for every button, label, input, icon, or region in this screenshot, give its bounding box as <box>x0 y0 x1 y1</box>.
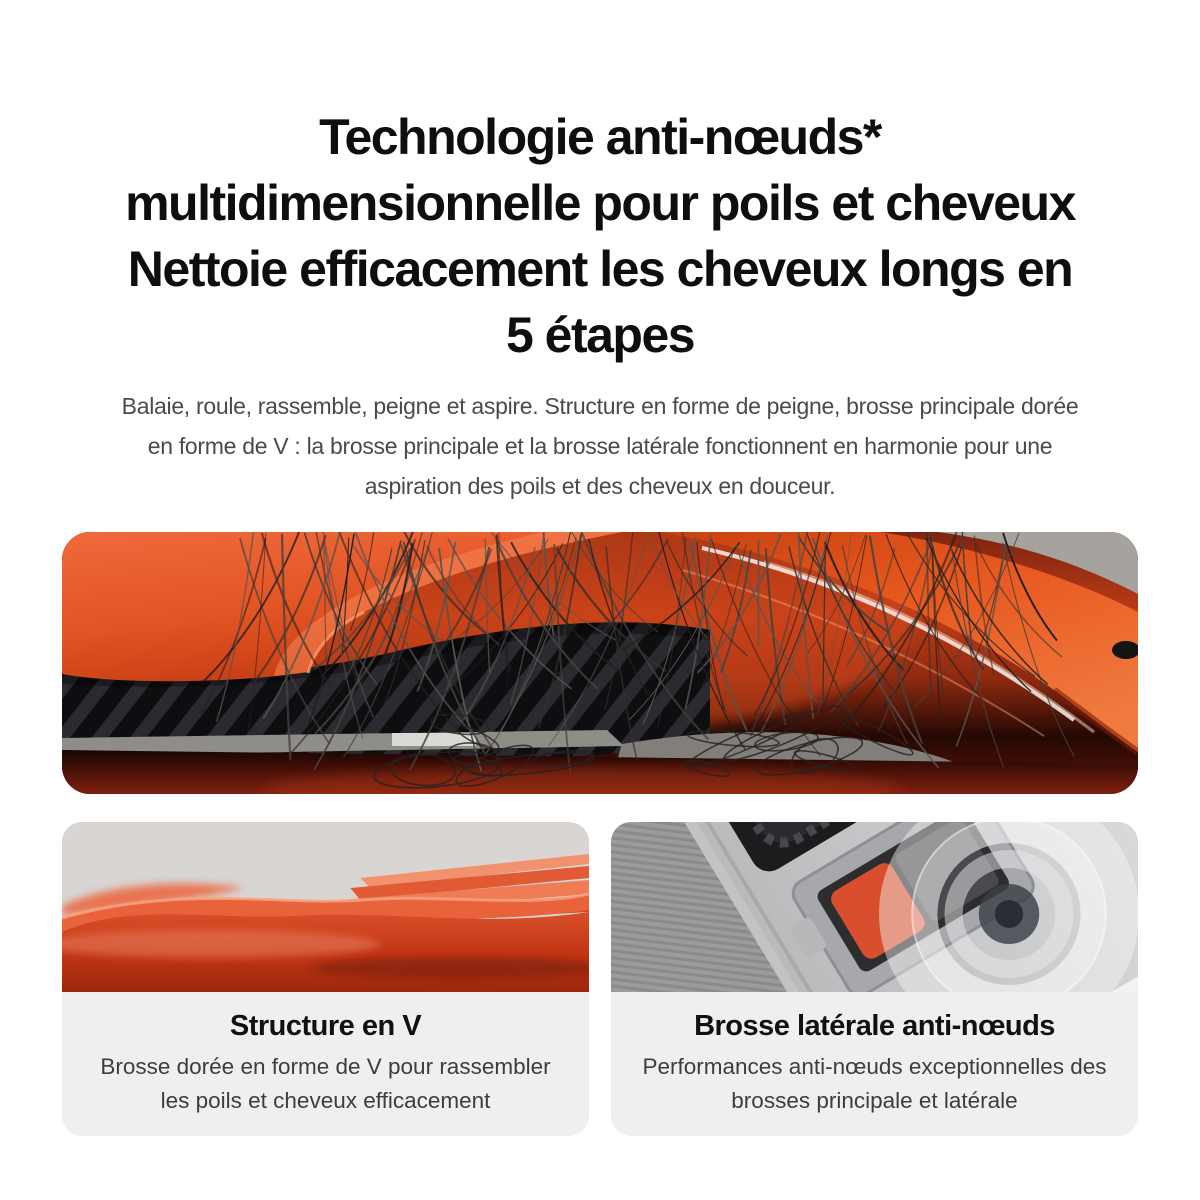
subtitle-line-1: Balaie, roule, rassemble, peigne et aspire. Structure en forme de peigne, brosse principale dorée <box>121 393 1079 419</box>
card-title: Structure en V <box>229 1010 422 1042</box>
title-line-2: multidimensionnelle pour poils et cheveux <box>125 175 1075 231</box>
card-brosse-laterale <box>611 822 1138 1136</box>
subtitle-line-3: aspiration des poils et des cheveux en douceur. <box>364 473 836 499</box>
robot-underside-photo-svg <box>611 822 1138 992</box>
page-subtitle <box>0 386 1200 506</box>
card-caption <box>611 992 1138 1136</box>
title-line-4: 5 étapes <box>505 307 695 363</box>
card-caption <box>62 992 589 1136</box>
card-image-robot-underside <box>611 822 1138 992</box>
subtitle-line-2: en forme de V : la brosse principale et la brosse latérale fonctionnent en harmonie pour une <box>147 433 1053 459</box>
card-body-line: Brosse dorée en forme de V pour rassembler <box>100 1054 551 1079</box>
title-line-3: Nettoie efficacement les cheveux longs en <box>127 241 1073 297</box>
hero-image <box>62 532 1138 794</box>
heading-block <box>0 0 1200 506</box>
card-body-line: Performances anti-nœuds exceptionnelles des <box>642 1054 1107 1079</box>
v-brush-photo-svg <box>62 822 589 992</box>
card-body-line: les poils et cheveux efficacement <box>160 1088 491 1113</box>
page-title <box>0 104 1200 368</box>
title-line-1: Technologie anti-nœuds* <box>319 109 881 165</box>
card-body-line: brosses principale et latérale <box>731 1088 1018 1113</box>
card-title: Brosse latérale anti-nœuds <box>694 1010 1055 1042</box>
card-body <box>623 1050 1126 1118</box>
feature-cards-row <box>0 822 1200 1136</box>
hero-image-svg <box>62 532 1138 794</box>
card-body <box>74 1050 577 1118</box>
card-structure-en-v <box>62 822 589 1136</box>
card-image-v-brush <box>62 822 589 992</box>
